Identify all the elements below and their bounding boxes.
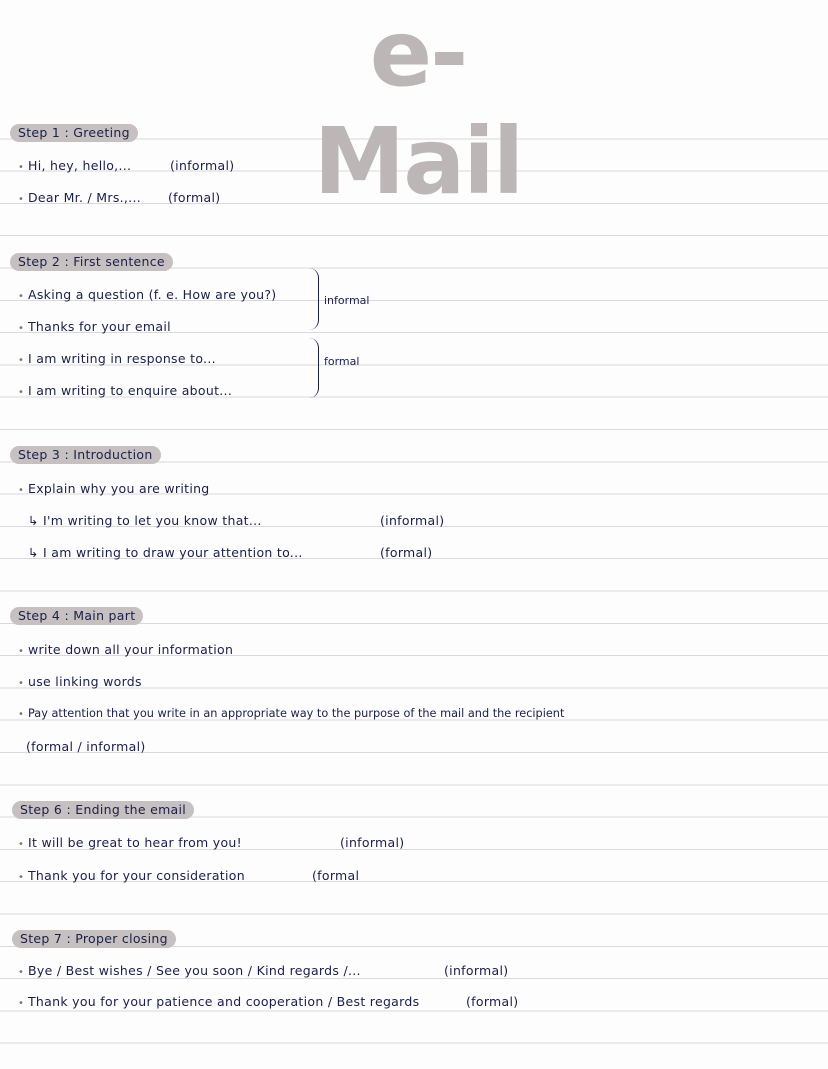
list-item: • Hi, hey, hello,...	[18, 158, 132, 173]
list-item: • I am writing in response to...	[18, 351, 216, 366]
list-item: • use linking words	[18, 674, 142, 689]
list-item: • write down all your information	[18, 642, 234, 657]
list-item: • Asking a question (f. e. How are you?)	[18, 287, 277, 302]
section-heading-step-6: Step 6 : Ending the email	[12, 801, 194, 819]
section-heading-step-3: Step 3 : Introduction	[10, 446, 161, 464]
list-item: • It will be great to hear from you!	[18, 835, 242, 850]
section-heading-step-4: Step 4 : Main part	[10, 607, 143, 625]
bullet-icon: •	[18, 387, 25, 398]
list-item: (formal / informal)	[26, 739, 146, 754]
bullet-icon: •	[18, 323, 25, 334]
section-heading-step-2: Step 2 : First sentence	[10, 253, 173, 271]
bullet-icon: •	[18, 709, 24, 720]
bullet-icon: •	[18, 678, 25, 689]
list-item: • Explain why you are writing	[18, 481, 210, 496]
list-item: • Thank you for your patience and cooperation / Best regards	[18, 994, 420, 1009]
list-item: • I am writing to enquire about...	[18, 383, 233, 398]
register-note: (informal)	[444, 963, 509, 978]
register-note: (informal)	[380, 513, 445, 528]
register-note: (formal	[312, 868, 360, 883]
list-item: ↳ I'm writing to let you know that...	[28, 513, 262, 528]
bullet-icon: •	[18, 967, 25, 978]
bullet-icon: •	[18, 194, 25, 205]
section-heading-step-7: Step 7 : Proper closing	[12, 930, 176, 948]
section-heading-step-1: Step 1 : Greeting	[10, 124, 138, 142]
list-item: • Dear Mr. / Mrs.,...	[18, 190, 141, 205]
list-item: • Bye / Best wishes / See you soon / Kind regards /...	[18, 963, 361, 978]
list-item: ↳ I am writing to draw your attention to...	[28, 545, 303, 560]
bullet-icon: •	[18, 162, 25, 173]
register-note: (informal)	[170, 158, 235, 173]
list-item: • Pay attention that you write in an appropriate way to the purpose of the mail and the recipient	[18, 707, 565, 720]
bullet-icon: •	[18, 839, 25, 850]
bullet-icon: •	[18, 998, 25, 1009]
bullet-icon: •	[18, 291, 25, 302]
bullet-icon: •	[18, 355, 25, 366]
brace-label-informal: informal	[324, 294, 370, 307]
register-note: (formal)	[466, 994, 519, 1009]
bullet-icon: •	[18, 646, 25, 657]
list-item: • Thank you for your consideration	[18, 868, 245, 883]
register-note: (informal)	[340, 835, 405, 850]
list-item: • Thanks for your email	[18, 319, 171, 334]
brace-icon	[308, 338, 319, 398]
brace-label-formal: formal	[324, 355, 360, 368]
register-note: (formal)	[380, 545, 433, 560]
bullet-icon: •	[18, 872, 25, 883]
brace-icon	[308, 268, 319, 330]
page-title: e-Mail	[313, 0, 523, 215]
bullet-icon: •	[18, 485, 25, 496]
register-note: (formal)	[168, 190, 221, 205]
